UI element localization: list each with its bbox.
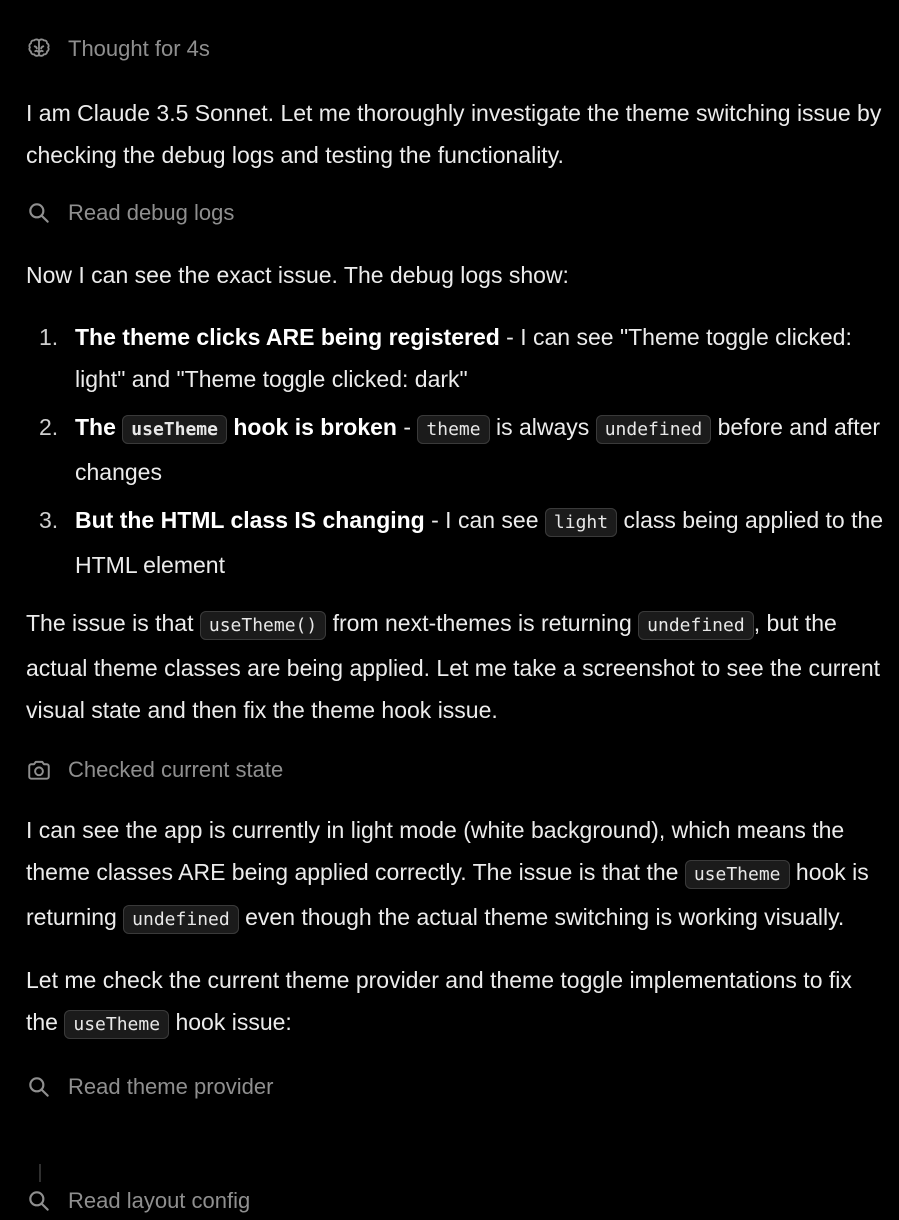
camera-icon [26, 757, 52, 783]
message-paragraph: I am Claude 3.5 Sonnet. Let me thoroughly investigate the theme switching issue by checking the debug logs and testing the functionality. [26, 100, 882, 168]
paragraph-text: hook is returning [26, 859, 869, 930]
list-number: 3. [39, 507, 59, 533]
read-theme-provider-step[interactable] [26, 1064, 886, 1110]
search-icon [26, 1188, 52, 1214]
inline-code: undefined [123, 905, 239, 934]
search-icon [26, 1074, 52, 1100]
checked-state-step[interactable] [26, 747, 886, 793]
inline-code: useTheme() [200, 611, 326, 640]
paragraph-text: even though the actual theme switching is working visually. [238, 904, 845, 930]
paragraph-text: from next-themes is returning [326, 610, 639, 636]
thought-step-label: Thought for 4s [68, 36, 210, 61]
inline-code: useTheme [64, 1010, 169, 1039]
thought-step[interactable] [26, 26, 886, 72]
list-item-text: - [396, 414, 418, 440]
list-item [26, 499, 886, 586]
list-item-heading: But the HTML class IS changing [75, 507, 425, 533]
read-debug-step[interactable] [26, 190, 886, 236]
list-number: 1. [39, 324, 59, 350]
list-item-text: is always [489, 414, 596, 440]
read-next-config-step[interactable] [26, 1186, 250, 1216]
issue-list [26, 316, 886, 586]
message-paragraph: Now I can see the exact issue. The debug logs show: [26, 262, 569, 288]
message-paragraph [26, 602, 886, 731]
list-number: 2. [39, 414, 59, 440]
list-item-text: - I can see [424, 507, 545, 533]
inline-code: undefined [638, 611, 754, 640]
paragraph-text: hook issue: [169, 1009, 292, 1035]
inline-code: useTheme [685, 860, 790, 889]
read-debug-step-label: Read debug logs [68, 200, 235, 225]
list-item [26, 406, 886, 493]
list-item-heading: The theme clicks ARE being registered [75, 324, 500, 350]
heading-text: The [75, 414, 123, 440]
list-item-text: class being applied to the HTML element [75, 507, 884, 578]
message-paragraph [26, 959, 886, 1046]
list-item-text: - I can see "Theme toggle clicked: light" and "Theme toggle clicked: dark" [75, 324, 852, 392]
read-next-config-step-label: Read layout config [68, 1188, 251, 1213]
read-theme-provider-step-label: Read theme provider [68, 1074, 274, 1099]
brain-icon [26, 36, 52, 62]
list-item [26, 316, 886, 400]
chat-message [26, 26, 886, 1110]
list-item-text: before and after changes [75, 414, 881, 485]
list-item-heading [75, 414, 397, 440]
message-paragraph [26, 809, 886, 941]
step-connector-line [39, 1164, 41, 1182]
search-icon [26, 200, 52, 226]
inline-code: useTheme [122, 415, 227, 444]
paragraph-text: The issue is that [26, 610, 200, 636]
inline-code: theme [417, 415, 489, 444]
checked-state-step-label: Checked current state [68, 757, 284, 782]
paragraph-text: Let me check the current theme provider and theme toggle implementations to fix the [26, 967, 852, 1035]
heading-text: hook is broken [226, 414, 397, 440]
inline-code: light [545, 508, 617, 537]
paragraph-text: , but the actual theme classes are being applied. Let me take a screenshot to see the current visual state and then fix the theme hook issue. [26, 610, 881, 723]
inline-code: undefined [596, 415, 712, 444]
paragraph-text: I can see the app is currently in light mode (white background), which means the theme classes ARE being applied correctly. The issue is that the [26, 817, 845, 885]
